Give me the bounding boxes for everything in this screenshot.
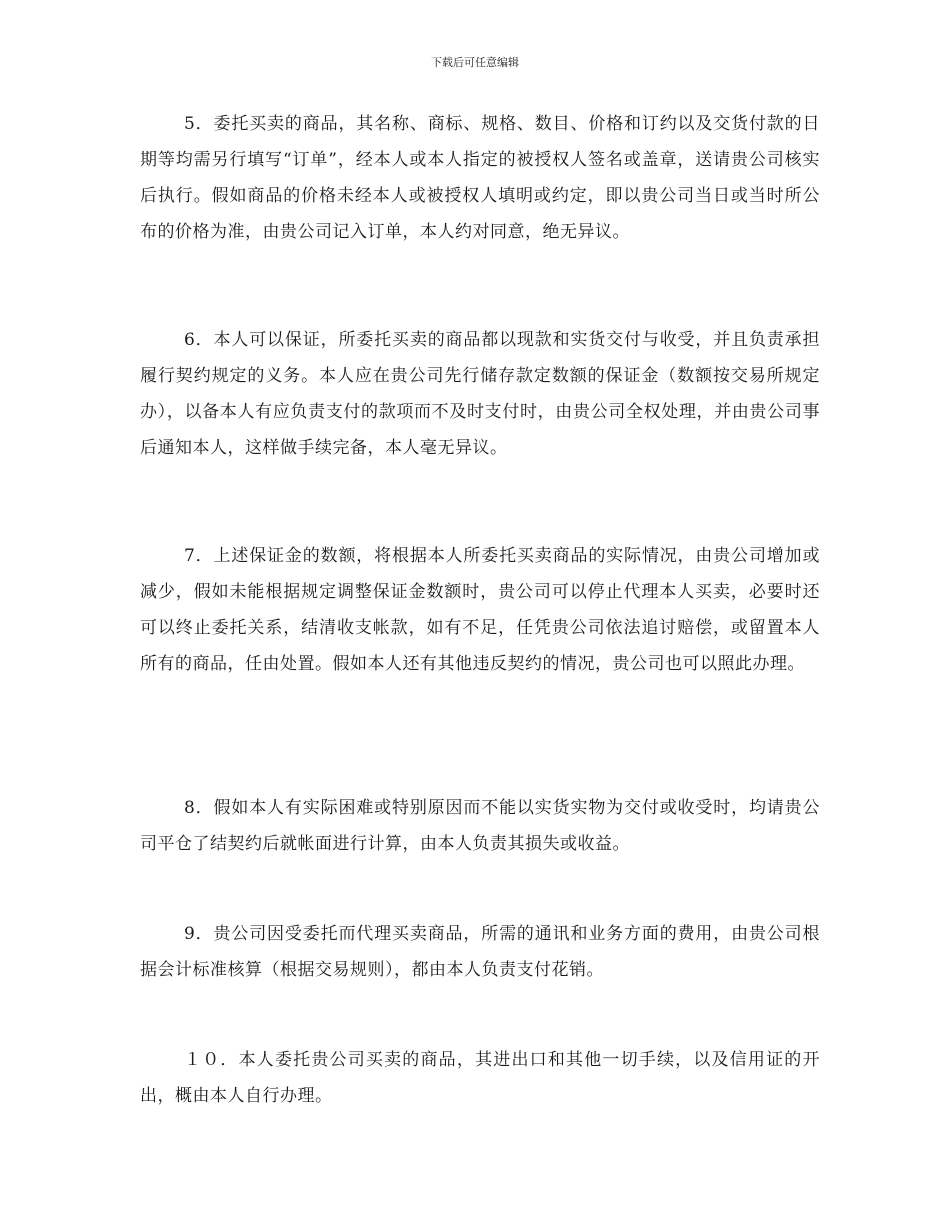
clause-6 bbox=[140, 322, 820, 466]
page-header: 下载后可任意编辑 bbox=[431, 56, 519, 69]
clause-number: 9． bbox=[184, 924, 214, 944]
clause-text: 上述保证金的数额，将根据本人所委托买卖商品的实际情况，由贵公司增加或减少，假如未能根据规定调整保证金数额时，贵公司可以停止代理本人买卖，必要时还可以终止委托关系，结清收支帐款，如有不足，任凭贵公司依法追讨赔偿，或留置本人所有的商品，任由处置。假如本人还有其他违反契约的情况，贵公司也可以照此办理。 bbox=[140, 546, 820, 674]
clause-number: １０． bbox=[184, 1050, 239, 1070]
clause-number: 5． bbox=[184, 114, 214, 134]
clause-text: 本人可以保证，所委托买卖的商品都以现款和实货交付与收受，并且负责承担履行契约规定的义务。本人应在贵公司先行储存款定数额的保证金（数额按交易所规定办），以备本人有应负责支付的款项而不及时支付时，由贵公司全权处理，并由贵公司事后通知本人，这样做手续完备，本人毫无异议。 bbox=[140, 330, 820, 458]
clause-text: 假如本人有实际困难或特别原因而不能以实货实物为交付或收受时，均请贵公司平仓了结契约后就帐面进行计算，由本人负责其损失或收益。 bbox=[140, 798, 820, 854]
clause-7 bbox=[140, 538, 820, 682]
clause-text: 贵公司因受委托而代理买卖商品，所需的通讯和业务方面的费用，由贵公司根据会计标准核算（根据交易规则），都由本人负责支付花销。 bbox=[140, 924, 820, 980]
clause-text: 本人委托贵公司买卖的商品，其进出口和其他一切手续，以及信用证的开出，概由本人自行办理。 bbox=[140, 1050, 821, 1106]
clause-number: 6． bbox=[184, 330, 214, 350]
clause-9 bbox=[140, 916, 820, 988]
clause-10 bbox=[140, 1042, 820, 1114]
clause-5 bbox=[140, 106, 820, 250]
clause-number: 8． bbox=[184, 798, 214, 818]
clause-text: 委托买卖的商品，其名称、商标、规格、数目、价格和订约以及交货付款的日期等均需另行填写“订单”，经本人或本人指定的被授权人签名或盖章，送请贵公司核实后执行。假如商品的价格未经本人或被授权人填明或约定，即以贵公司当日或当时所公布的价格为准，由贵公司记入订单，本人约对同意，绝无异议。 bbox=[140, 114, 820, 242]
clause-8 bbox=[140, 790, 820, 862]
clause-number: 7． bbox=[184, 546, 214, 566]
